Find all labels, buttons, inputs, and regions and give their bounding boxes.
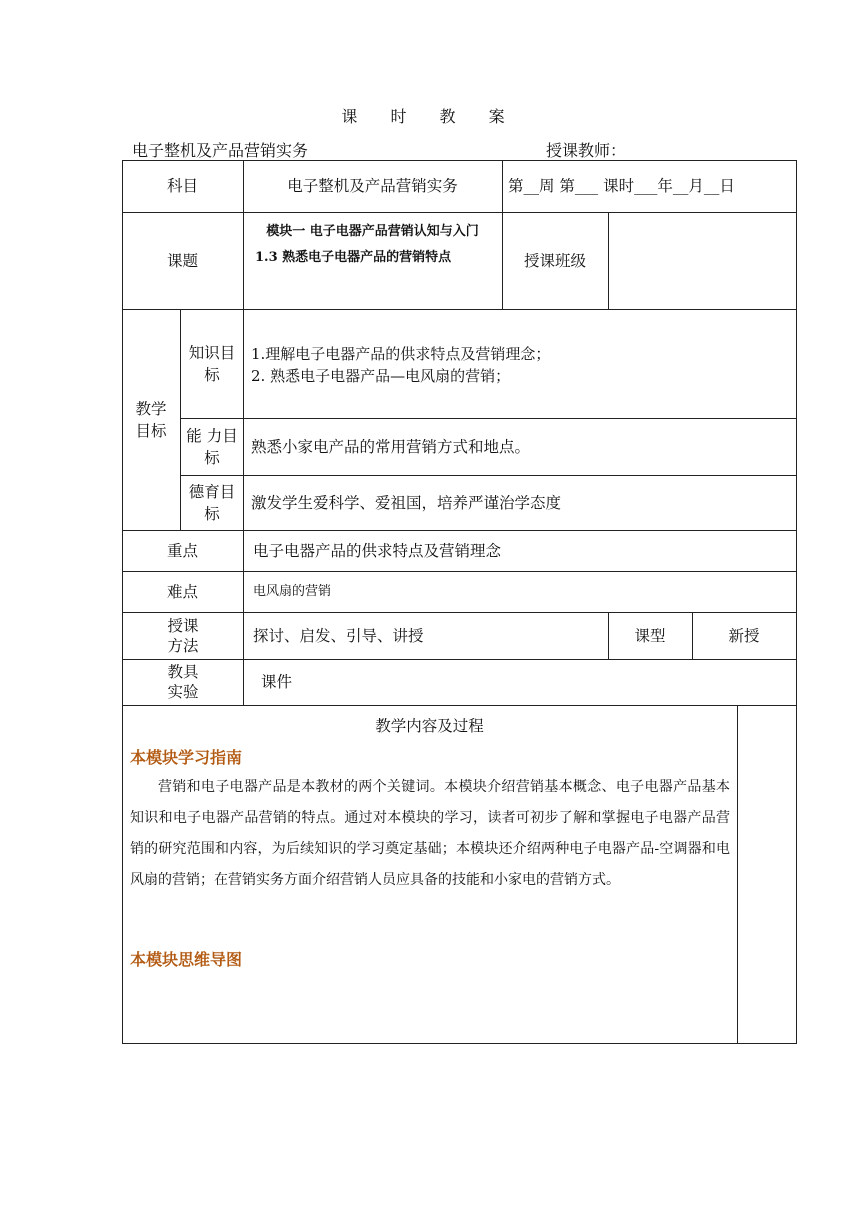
moral-label: 德育目标 xyxy=(188,482,236,523)
class-value xyxy=(608,212,796,309)
goals-label: 教学目标 xyxy=(135,399,167,440)
topic-label: 课题 xyxy=(166,251,198,270)
difficulty-text: 电风扇的营销 xyxy=(253,583,332,599)
difficulty-label: 难点 xyxy=(166,582,198,601)
focus-label: 重点 xyxy=(166,541,198,560)
page-title: 课 时 教 案 xyxy=(341,107,519,126)
knowledge-item-1: 1.理解电子电器产品的供求特点及营销理念； xyxy=(251,345,551,363)
moral-text: 激发学生爱科学、爱祖国，培养严谨治学态度 xyxy=(251,493,562,512)
method-label: 授课方法 xyxy=(167,616,199,655)
knowledge-label: 知识目标 xyxy=(188,343,236,384)
type-value: 新授 xyxy=(728,626,760,645)
schedule-text: 第__周 第___ 课时___年__月__日 xyxy=(508,177,735,195)
mindmap-title: 本模块思维导图 xyxy=(130,950,243,969)
guide-title: 本模块学习指南 xyxy=(130,748,243,767)
topic-module: 模块一 电子电器产品营销认知与入门 xyxy=(266,224,479,239)
focus-text: 电子电器产品的供求特点及营销理念 xyxy=(253,541,502,560)
topic-section: 1.3 熟悉电子电器产品的营销特点 xyxy=(255,250,452,265)
teacher-label: 授课教师： xyxy=(546,141,627,160)
tools-label: 教具实验 xyxy=(167,663,199,701)
type-label: 课型 xyxy=(634,626,666,645)
guide-paragraph: 营销和电子电器产品是本教材的两个关键词。本模块介绍营销基本概念、电子电器产品基本知识和电子电器产品营销的特点。通过对本模块的学习，读者可初步了解和掌握电子电器产品营销的研究范围和内容，为后续知识的学习奠定基础；本模块还介绍两种电子电器产品-空调器和电风扇的营销；在营销实务方面介绍营销人员应具备的技能和小家电的营销方式。 xyxy=(130,779,730,888)
class-label: 授课班级 xyxy=(523,251,586,270)
knowledge-item-2: 2. 熟悉电子电器产品—电风扇的营销； xyxy=(251,367,511,385)
ability-label: 能 力目标 xyxy=(186,426,238,467)
subject-value: 电子整机及产品营销实务 xyxy=(287,177,458,195)
knowledge-goals xyxy=(251,343,791,387)
ability-text: 熟悉小家电产品的常用营销方式和地点。 xyxy=(251,437,531,456)
content-heading: 教学内容及过程 xyxy=(375,717,484,735)
course-name: 电子整机及产品营销实务 xyxy=(132,141,309,160)
method-text: 探讨、启发、引导、讲授 xyxy=(253,626,424,645)
subject-label: 科目 xyxy=(166,177,198,195)
topic-cell xyxy=(243,218,502,304)
tools-text: 课件 xyxy=(261,673,293,691)
